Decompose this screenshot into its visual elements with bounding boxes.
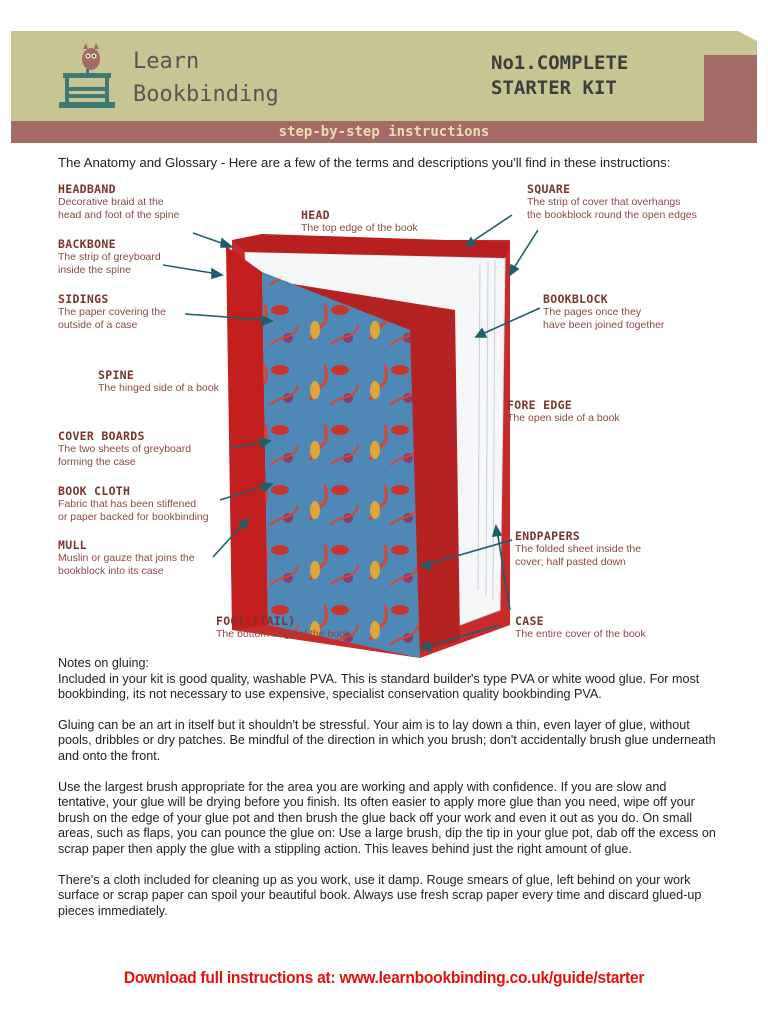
term: FOOT (TAIL) — [216, 614, 296, 628]
term: MULL — [58, 538, 87, 552]
glossary-fore-edge — [507, 398, 620, 425]
term: COVER BOARDS — [58, 429, 145, 443]
description: the bookblock round the open edges — [527, 209, 697, 221]
description: Fabric that has been stiffened — [58, 498, 197, 510]
glossary-backbone — [58, 237, 161, 277]
description: have been joined together — [543, 319, 665, 331]
term: SIDINGS — [58, 292, 109, 306]
glossary-intro: The Anatomy and Glossary - Here are a few of the terms and descriptions you'll find in these instructions: — [58, 155, 671, 170]
glossary-headband — [58, 182, 179, 222]
term: SQUARE — [527, 182, 571, 196]
notes-paragraph: Gluing can be an art in itself but it shouldn't be stressful. Your aim is to lay down a thin, even layer of glue, without pools, dribbles or dry patches. Be mindful of the direction in which you brush; don't accidentally brush glue underneath and onto the front. — [58, 717, 716, 763]
description: Decorative braid at the — [58, 196, 164, 208]
glossary-bookblock — [543, 292, 664, 332]
anatomy-diagram — [0, 170, 768, 660]
gluing-notes — [58, 656, 718, 934]
glossary-spine — [98, 368, 219, 395]
notes-paragraph: Included in your kit is good quality, washable PVA. This is standard builder's type PVA or white wood glue. For most bookbinding, its not necessary to use expensive, specialist conservation quality bookbinding PVA. — [58, 671, 700, 702]
term: BOOKBLOCK — [543, 292, 609, 306]
brand-line-2: Bookbinding — [133, 82, 279, 107]
glossary-sidings — [58, 292, 166, 332]
term: BOOK CLOTH — [58, 484, 131, 498]
description: The hinged side of a book — [98, 382, 219, 394]
description: The pages once they — [543, 306, 642, 318]
description: inside the spine — [58, 264, 131, 276]
description: The folded sheet inside the — [515, 543, 642, 555]
description: The strip of greyboard — [58, 251, 161, 263]
subtitle-stripe: step-by-step instructions — [11, 121, 757, 143]
term: FORE EDGE — [507, 398, 573, 412]
description: outside of a case — [58, 319, 138, 331]
brand-name — [133, 45, 279, 111]
notes-paragraph: There's a cloth included for cleaning up as you work, use it damp. Rouge smears of glue, left behind on your work surface or scrap paper can spoil your beautiful book. Always use fresh scrap paper every time and discard glued-up pieces immediately. — [58, 872, 702, 918]
term: ENDPAPERS — [515, 529, 581, 543]
glossary-mull — [58, 538, 195, 578]
glossary-endpapers — [515, 529, 641, 569]
banner-background — [11, 31, 757, 121]
description: The strip of cover that overhangs — [527, 196, 681, 208]
brand-line-1: Learn — [133, 49, 200, 74]
glossary-foot — [216, 614, 350, 641]
glossary-square — [527, 182, 697, 222]
description: head and foot of the spine — [58, 209, 180, 221]
description: The bottom edge of the book — [216, 628, 351, 640]
term: HEADBAND — [58, 182, 116, 196]
description: The paper covering the — [58, 306, 166, 318]
glossary-case — [515, 614, 646, 641]
kit-title — [491, 51, 628, 101]
description: The top edge of the book — [301, 222, 418, 234]
owl-on-book-press-icon — [59, 43, 115, 111]
glossary-head — [301, 208, 418, 235]
term: BACKBONE — [58, 237, 116, 251]
kit-title-line-2: STARTER KIT — [491, 77, 617, 99]
description: The entire cover of the book — [515, 628, 646, 640]
glossary-book-cloth — [58, 484, 209, 524]
description: or paper backed for bookbinding — [58, 511, 209, 523]
notes-paragraph: Use the largest brush appropriate for the area you are working and apply with confidence. If you are slow and tentative, your glue will be drying before you finish. Its often easier to apply more glue than you need, wipe off your brush on the edge of your glue pot and then brush the glue back off your work and even it out as you do. On small areas, such as flaps, you can pounce the glue on: Use a large brush, dip the tip in your glue pot, dab off the excess on scrap paper then apply the glue with a stippling action. This leaves behind just the right amount of glue. — [58, 779, 716, 856]
term: HEAD — [301, 208, 330, 222]
description: bookblock into its case — [58, 565, 164, 577]
notes-heading: Notes on gluing: — [58, 656, 150, 670]
term: SPINE — [98, 368, 135, 382]
header-banner — [11, 31, 757, 121]
description: The open side of a book — [507, 412, 620, 424]
description: cover; half pasted down — [515, 556, 626, 568]
download-link[interactable]: Download full instructions at: www.learnbookbinding.co.uk/guide/starter — [123, 968, 645, 987]
front-cover-siding — [262, 272, 420, 658]
term: CASE — [515, 614, 544, 628]
description: Muslin or gauze that joins the — [58, 552, 195, 564]
glossary-cover-boards — [58, 429, 191, 469]
description: The two sheets of greyboard — [58, 443, 192, 455]
description: forming the case — [58, 456, 136, 468]
kit-title-line-1: No1.COMPLETE — [491, 52, 629, 74]
